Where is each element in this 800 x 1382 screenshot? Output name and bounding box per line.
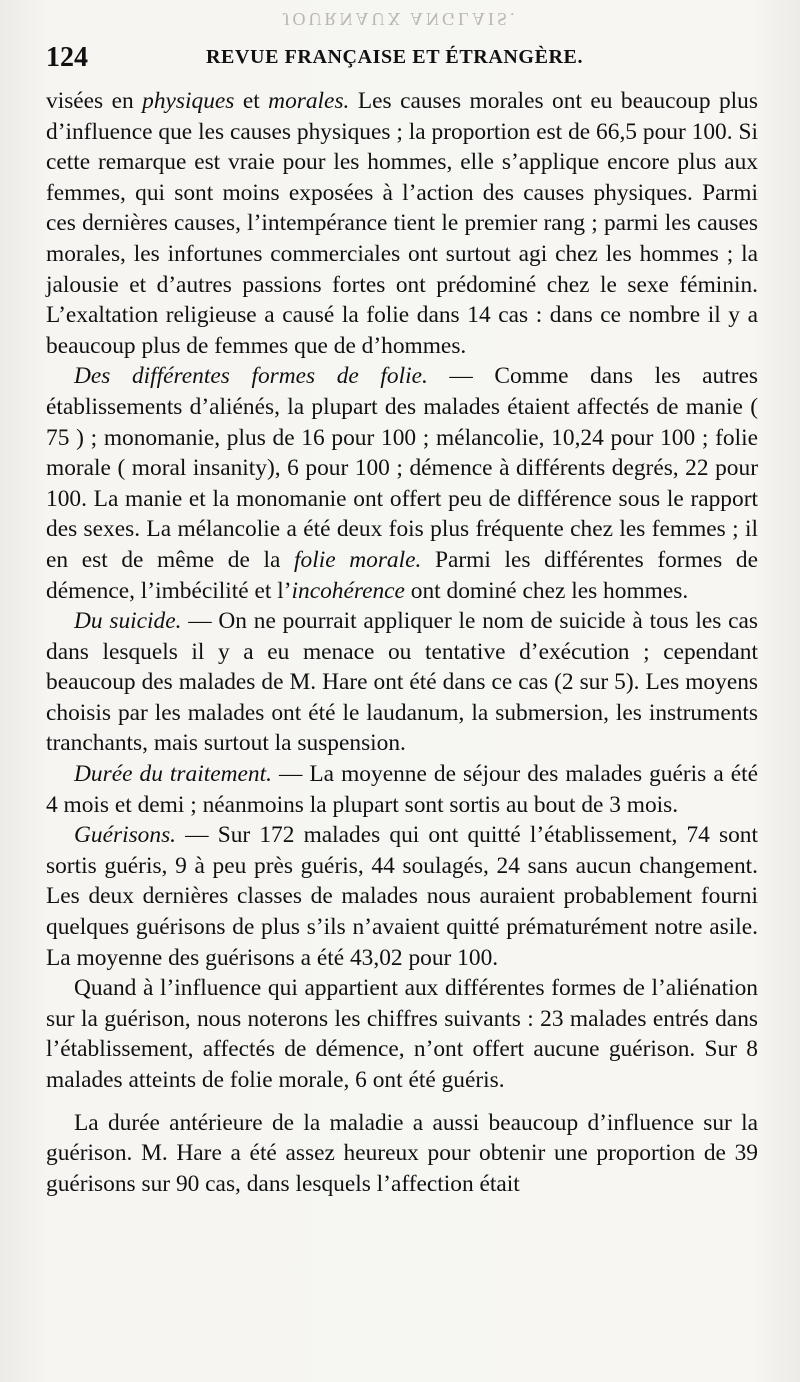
text-run: Quand à l’influence qui appartient aux différentes formes de l’aliénation sur la guérison, nous noterons les chiffres suivants : 23 malades entrés dans l’établissement, affectés de démence, n’ont offert aucune guérison. Sur 8 malades atteints de folie morale, 6 ont été guéris. bbox=[46, 975, 758, 1093]
paragraph-suicide bbox=[46, 606, 758, 759]
section-heading: Des différentes formes de folie. bbox=[74, 363, 428, 390]
section-heading: Durée du traitement. bbox=[74, 761, 272, 788]
text-run: — Comme dans les autres établissements d’aliénés, la plupart des malades étaient affectés de manie ( 75 ) ; monomanie, plus de 16 pour 100 ; mélancolie, 10,24 pour 100 ; folie morale ( moral insanity), 6 pour 100 ; démence à différents degrés, 22 pour 100. La manie et la monomanie ont offert peu de différence sous le rapport des sexes. La mélancolie a été deux fois plus fréquente chez les femmes ; il en est de même de la bbox=[46, 363, 758, 573]
text-run: ont dominé chez les hommes. bbox=[404, 577, 689, 604]
section-heading: Guérisons. bbox=[74, 822, 177, 849]
text-run: — La moyenne de séjour des malades guéris a été 4 mois et demi ; néanmoins la plupart sont sortis au bout de 3 mois. bbox=[46, 761, 759, 818]
text-run: visées en bbox=[46, 88, 143, 114]
section-heading: Du suicide. bbox=[74, 608, 182, 635]
page-header bbox=[46, 40, 754, 76]
italic-term: physiques bbox=[142, 88, 235, 114]
paragraph-influence bbox=[46, 973, 758, 1095]
body-text bbox=[46, 86, 758, 1199]
paragraph-duree-anterieure bbox=[46, 1108, 758, 1200]
paragraph-causes bbox=[46, 86, 758, 361]
bleed-through-text: JOURNAUX ANGLAIS. bbox=[282, 9, 518, 29]
paragraph-formes bbox=[46, 361, 758, 606]
page-number: 124 bbox=[46, 42, 88, 73]
text-run: — Sur 172 malades qui ont quitté l’établissement, 74 sont sortis guéris, 9 à peu près guéris, 44 soulagés, 24 sans aucun changement. Les deux dernières classes de malades nous auraient probablement fourni quelques guérisons de plus s’ils n’avaient quitté prématurément notre asile. La moyenne des guérisons a été 43,02 pour 100. bbox=[46, 822, 758, 971]
paragraph-guerisons bbox=[46, 820, 758, 973]
text-run: La durée antérieure de la maladie a aussi beaucoup d’influence sur la guérison. M. Hare a été assez heureux pour obtenir une proportion de 39 guérisons sur 90 cas, dans lesquels l’affection était bbox=[46, 1109, 758, 1197]
running-title: REVUE FRANÇAISE ET ÉTRANGÈRE. bbox=[206, 46, 584, 68]
text-run: — On ne pourrait appliquer le nom de suicide à tous les cas dans lesquels il y a eu menace ou tentative d’exécution ; cependant beaucoup des malades de M. Hare ont été dans ce cas (2 sur 5). Les moyens choisis par les malades ont été le laudanum, la submersion, les instruments tranchants, mais surtout la suspension. bbox=[46, 608, 758, 757]
italic-term: morales. bbox=[268, 88, 350, 114]
text-run: et bbox=[234, 88, 269, 114]
italic-term: incohérence bbox=[291, 577, 405, 604]
text-run: Parmi les différentes formes de démence, l’imbécilité et l’ bbox=[46, 546, 758, 604]
italic-term: folie morale. bbox=[294, 546, 422, 573]
paragraph-duree bbox=[46, 759, 758, 820]
text-run: Les causes morales ont eu beaucoup plus d’influence que les causes physiques ; la proportion est de 66,5 pour 100. Si cette remarque est vraie pour les hommes, elle s’applique encore plus aux femmes, qui sont moins exposées à l’action des causes physiques. Parmi ces dernières causes, l’intempérance tient le premier rang ; parmi les causes morales, les infortunes commerciales ont surtout agi chez les hommes ; la jalousie et d’autres passions fortes ont prédominé chez le sexe féminin. L’exaltation religieuse a causé la folie dans 14 cas : dans ce nombre il y a beaucoup plus de femmes que de d’hommes. bbox=[46, 88, 758, 359]
